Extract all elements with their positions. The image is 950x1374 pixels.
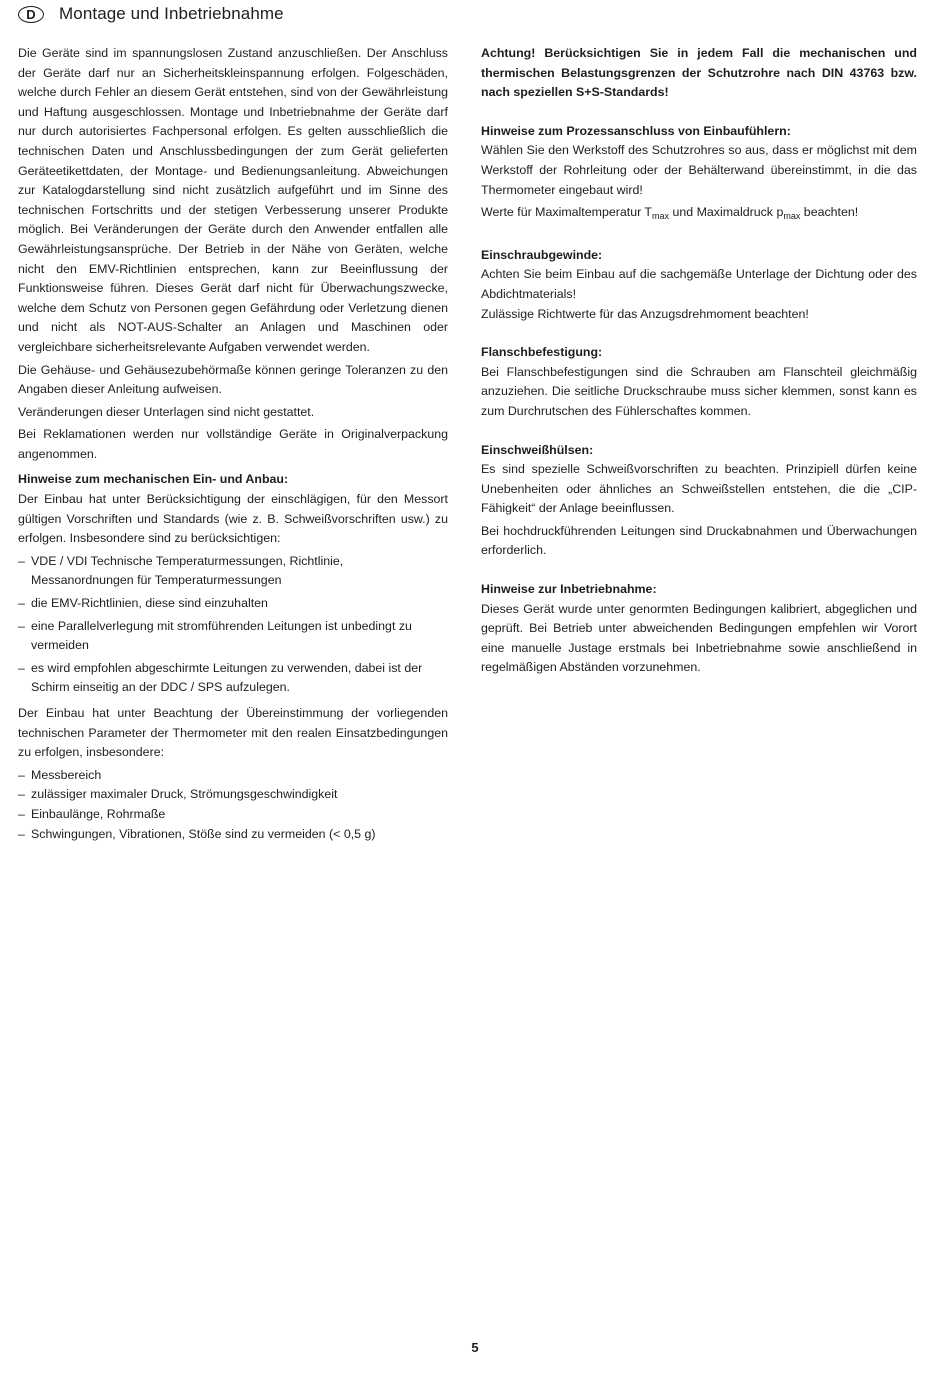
list-item: – eine Parallelverlegung mit stromführenden Leitungen ist unbedingt zu vermeiden xyxy=(18,617,448,656)
t-max-subscript: max xyxy=(652,211,670,222)
mechanical-list xyxy=(18,552,448,698)
intro-paragraph: Die Geräte sind im spannungslosen Zustand anzuschließen. Der Anschluss der Geräte darf nur an Sicherheitskleinspannung erfolgen. Folgeschäden, welche durch Fehler an diesem Gerät entstehen, sind von der Gewährleistung und Haftung ausgeschlossen. Montage und Inbetriebnahme der Geräte darf nur durch autorisiertes Fachpersonal erfolgen. Es gelten ausschließlich die technischen Daten und Anschlussbedingungen der zum Gerät gelieferten Geräteetikettdaten, der Montage- und Bedienungsanleitung. Abweichungen zur Katalogdarstellung sind nicht zusätzlich aufgeführt und im Sinne des technischen Fortschritts und der stetigen Verbesserung unserer Produkte möglich. Bei Veränderungen der Geräte durch den Anwender entfallen alle Gewährleistungsansprüche. Der Betrieb in der Nähe von Geräten, welche nicht den EMV-Richtlinien entsprechen, kann zur Beeinflussung der Funktionsweise führen. Dieses Gerät darf nicht für Überwachungszwecke, welche dem Schutz von Personen gegen Gefährdung oder Verletzung dienen und nicht als NOT-AUS-Schalter an Anlagen und Maschinen oder vergleichbare sicherheitsrelevante Aufgaben verwendet werden. xyxy=(18,46,448,354)
p-max-subscript: max xyxy=(783,211,801,222)
flange-heading: Flanschbefestigung: xyxy=(481,345,603,360)
thread-heading: Einschraubgewinde: xyxy=(481,247,603,262)
list-item: – Einbaulänge, Rohrmaße xyxy=(18,805,448,825)
weld-heading: Einschweißhülsen: xyxy=(481,442,594,457)
list-item: – VDE / VDI Technische Temperaturmessungen, Richtlinie, Messanordnungen für Temperaturmessungen xyxy=(18,552,448,591)
tolerances-paragraph: Die Gehäuse- und Gehäusezubehörmaße können geringe Toleranzen zu den Angaben dieser Anleitung aufweisen. xyxy=(18,362,448,397)
flange-paragraph: Bei Flanschbefestigungen sind die Schrauben am Flanschteil gleichmäßig anzuziehen. Die seitliche Druckschraube muss sicher klemmen, sonst kann es zum Durchrutschen des Fühlerschaftes kommen. xyxy=(481,364,917,418)
language-badge: D xyxy=(18,6,44,23)
process-connection-heading: Hinweise zum Prozessanschluss von Einbaufühlern: xyxy=(481,123,791,138)
mechanical-paragraph: Der Einbau hat unter Berücksichtigung der einschlägigen, für den Messort gültigen Vorschriften und Standards (wie z. B. Schweißvorschriften usw.) zu erfolgen. Insbesondere sind zu berücksichtigen: xyxy=(18,492,448,546)
page-header xyxy=(18,4,284,24)
list-item: – Messbereich xyxy=(18,766,448,786)
weld-paragraph-1: Es sind spezielle Schweißvorschriften zu beachten. Prinzipiell dürfen keine Unebenheiten oder ähnliches an Schweißstellen entstehen, die die „CIP-Fähigkeit“ der Anlage beeinflussen. xyxy=(481,462,917,516)
thread-paragraph-1: Achten Sie beim Einbau auf die sachgemäße Unterlage der Dichtung oder des Abdichtmaterials! xyxy=(481,267,917,301)
max-values-paragraph: Werte für Maximaltemperatur $T_{max}$ und Maximaldruck $p_{max}$ beachten! xyxy=(481,205,859,222)
parameters-list xyxy=(18,766,448,844)
page-title: Montage und Inbetriebnahme xyxy=(59,4,284,23)
left-column xyxy=(18,44,448,844)
process-connection-paragraph: Wählen Sie den Werkstoff des Schutzrohres so aus, dass er möglichst mit dem Werkstoff der Rohrleitung oder der Behälterwand übereinstimmt, in die das Thermometer eingebaut wird! xyxy=(481,143,917,197)
no-changes-paragraph: Veränderungen dieser Unterlagen sind nicht gestattet. xyxy=(18,404,315,419)
list-item: – es wird empfohlen abgeschirmte Leitungen zu verwenden, dabei ist der Schirm einseitig an der DDC / SPS aufzulegen. xyxy=(18,659,448,698)
commissioning-paragraph: Dieses Gerät wurde unter genormten Bedingungen kalibriert, abgeglichen und geprüft. Bei Betrieb unter abweichenden Bedingungen empfehlen wir Vorort eine manuelle Justage erstmals bei Inbetriebnahme sowie anschließend in regelmäßigen Abständen vorzunehmen. xyxy=(481,601,917,675)
thread-paragraph-2: Zulässige Richtwerte für das Anzugsdrehmoment beachten! xyxy=(481,306,809,321)
right-column xyxy=(481,44,917,681)
commissioning-heading: Hinweise zur Inbetriebnahme: xyxy=(481,582,657,597)
complaints-paragraph: Bei Reklamationen werden nur vollständige Geräte in Originalverpackung angenommen. xyxy=(18,427,448,461)
list-item: – die EMV-Richtlinien, diese sind einzuhalten xyxy=(18,594,448,614)
list-item: – Schwingungen, Vibrationen, Stöße sind zu vermeiden (< 0,5 g) xyxy=(18,825,448,845)
weld-paragraph-2: Bei hochdruckführenden Leitungen sind Druckabnahmen und Überwachungen erforderlich. xyxy=(481,523,917,558)
page-number: 5 xyxy=(471,1340,479,1355)
attention-notice: Achtung! Berücksichtigen Sie in jedem Fall die mechanischen und thermischen Belastungsgrenzen der Schutzrohre nach DIN 43763 bzw. nach speziellen S+S-Standards! xyxy=(481,46,917,100)
parameters-paragraph: Der Einbau hat unter Beachtung der Übereinstimmung der vorliegenden technischen Parameter der Thermometer mit den realen Einsatzbedingungen zu erfolgen, insbesondere: xyxy=(18,706,448,760)
list-item: – zulässiger maximaler Druck, Strömungsgeschwindigkeit xyxy=(18,785,448,805)
mechanical-heading: Hinweise zum mechanischen Ein- und Anbau: xyxy=(18,472,289,487)
